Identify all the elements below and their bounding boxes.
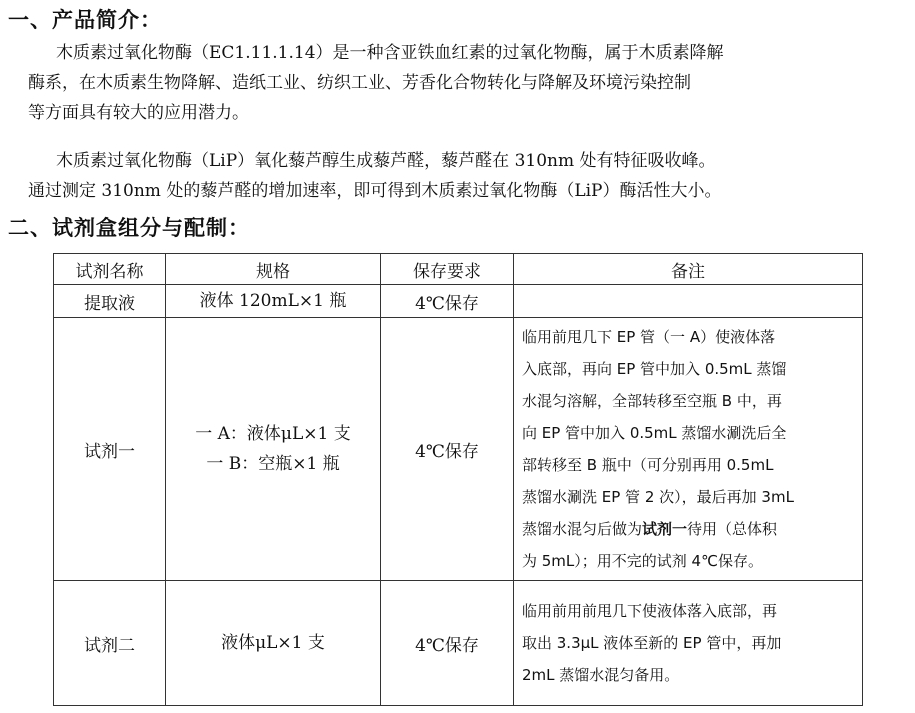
note-line: 部转移至 B 瓶中（可分别再用 0.5mL — [522, 456, 774, 474]
note-line: 取出 3.3μL 液体至新的 EP 管中，再加 — [522, 634, 782, 652]
note-line: 2mL 蒸馏水混匀备用。 — [522, 666, 680, 684]
reagent-storage: 4℃保存 — [381, 285, 514, 318]
reagent-notes — [514, 318, 863, 581]
reagent-storage: 4℃保存 — [381, 318, 514, 581]
column-header-storage: 保存要求 — [381, 254, 514, 285]
note-line: 临用前甩几下 EP 管（一 A）使液体落 — [522, 328, 776, 346]
column-header-spec: 规格 — [166, 254, 381, 285]
note-line: 向 EP 管中加入 0.5mL 蒸馏水涮洗后全 — [522, 424, 787, 442]
reagent-name: 试剂一 — [54, 318, 166, 581]
note-line: 入底部，再向 EP 管中加入 0.5mL 蒸馏 — [522, 360, 787, 378]
section-heading-kit: 二、试剂盒组分与配制： — [8, 216, 250, 240]
spec-line: 一 B：空瓶×1 瓶 — [206, 454, 340, 474]
table-row — [54, 285, 863, 318]
table-row — [54, 581, 863, 706]
table-header-row — [54, 254, 863, 285]
text-line: 木质素过氧化物酶（EC1.11.1.14）是一种含亚铁血红素的过氧化物酶，属于木质素降解 — [56, 43, 724, 63]
note-line: 水混匀溶解，全部转移至空瓶 B 中，再 — [522, 392, 782, 410]
text-line: 酶系，在木质素生物降解、造纸工业、纺织工业、芳香化合物转化与降解及环境污染控制 — [28, 73, 691, 93]
reagent-table — [53, 253, 863, 706]
note-text: 蒸馏水混匀后做为 — [522, 520, 643, 538]
reagent-storage: 4℃保存 — [381, 581, 514, 706]
spec-line: 液体 120mL×1 瓶 — [199, 291, 347, 311]
section-heading-intro: 一、产品简介： — [8, 8, 162, 32]
spec-line: 一 A：液体μL×1 支 — [195, 424, 351, 444]
text-line: 木质素过氧化物酶（LiP）氧化藜芦醇生成藜芦醛，藜芦醛在 310nm 处有特征吸收峰。 — [56, 151, 716, 171]
table-row — [54, 318, 863, 581]
reagent-name: 提取液 — [54, 285, 166, 318]
column-header-name: 试剂名称 — [54, 254, 166, 285]
reagent-name: 试剂二 — [54, 581, 166, 706]
note-line: 为 5mL）；用不完的试剂 4℃保存。 — [522, 552, 763, 570]
text-line: 通过测定 310nm 处的藜芦醛的增加速率，即可得到木质素过氧化物酶（LiP）酶活性大小。 — [28, 181, 722, 201]
note-text: 待用（总体积 — [687, 520, 778, 538]
reagent-notes — [514, 285, 863, 318]
intro-paragraph-2 — [30, 146, 905, 206]
reagent-notes — [514, 581, 863, 706]
reagent-spec — [166, 285, 381, 318]
reagent-spec — [166, 581, 381, 706]
note-line: 临用前用前甩几下使液体落入底部，再 — [522, 602, 778, 620]
intro-paragraph-1 — [30, 38, 905, 128]
column-header-notes: 备注 — [514, 254, 863, 285]
spec-line: 液体μL×1 支 — [221, 633, 325, 653]
note-emphasis: 试剂一 — [642, 520, 688, 538]
reagent-spec — [166, 318, 381, 581]
text-line: 等方面具有较大的应用潜力。 — [28, 103, 249, 123]
note-line: 蒸馏水涮洗 EP 管 2 次），最后再加 3mL — [522, 488, 794, 506]
note-line — [522, 513, 856, 545]
